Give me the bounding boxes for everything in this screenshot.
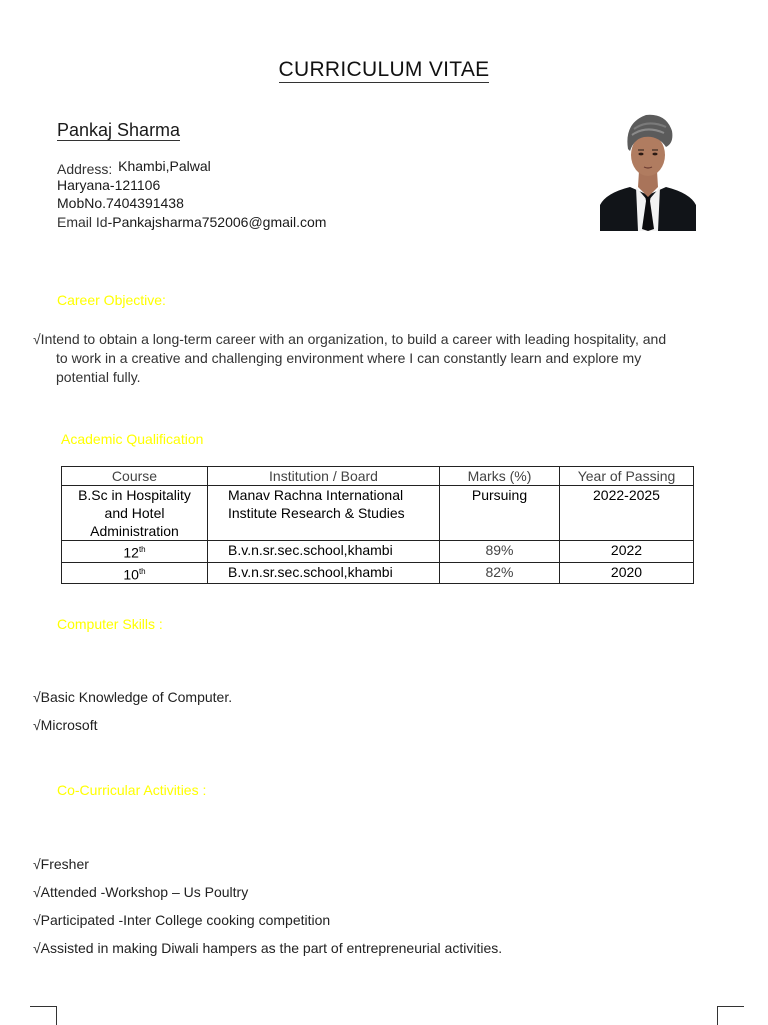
table-header-row [62, 467, 694, 486]
profile-photo [600, 105, 696, 231]
mobile-number: MobNo.7404391438 [57, 195, 184, 211]
table-cell: 2022-2025 [560, 486, 694, 541]
career-text-line-1: √Intend to obtain a long-term career with an organization, to build a career with leading hospitality, and [33, 331, 667, 347]
table-row [62, 541, 694, 563]
table-header: Marks (%) [440, 467, 560, 486]
page-corner-mark-left [30, 1006, 57, 1025]
qualification-table [61, 466, 694, 584]
table-cell: 2022 [560, 541, 694, 563]
co-curricular-heading: Co-Curricular Activities : [57, 782, 207, 798]
document-title: CURRICULUM VITAE [278, 58, 490, 81]
academic-qualification-heading: Academic Qualification [61, 431, 204, 447]
table-cell: 10th [62, 562, 208, 584]
table-cell: Manav Rachna International Institute Research & Studies [208, 486, 440, 541]
career-objective-heading: Career Objective: [57, 292, 166, 308]
table-cell: 2020 [560, 562, 694, 584]
address-line-2: Haryana-121106 [57, 177, 161, 193]
email-label: Email Id [57, 214, 108, 230]
list-item: √Microsoft [33, 717, 98, 733]
email-value: -Pankajsharma752006@gmail.com [107, 214, 327, 230]
list-item: √Participated -Inter College cooking competition [33, 912, 331, 928]
table-header: Institution / Board [208, 467, 440, 486]
career-text-line-3: potential fully. [56, 369, 141, 385]
table-cell: B.Sc in Hospitality and Hotel Administration [62, 486, 208, 541]
list-item: √Fresher [33, 856, 89, 872]
table-cell: 89% [440, 541, 560, 563]
table-cell: 82% [440, 562, 560, 584]
candidate-name: Pankaj Sharma [57, 120, 181, 140]
table-row [62, 562, 694, 584]
table-cell: 12th [62, 541, 208, 563]
table-header: Year of Passing [560, 467, 694, 486]
address-value: Khambi,Palwal [118, 158, 211, 174]
table-header: Course [62, 467, 208, 486]
career-text-line-2: to work in a creative and challenging environment where I can constantly learn and explore my [56, 350, 642, 366]
page-corner-mark-right [717, 1006, 744, 1025]
career-objective-text [33, 330, 733, 387]
table-cell: B.v.n.sr.sec.school,khambi [208, 562, 440, 584]
table-row [62, 486, 694, 541]
table-cell: Pursuing [440, 486, 560, 541]
address-label: Address: [57, 161, 113, 177]
list-item: √Attended -Workshop – Us Poultry [33, 884, 249, 900]
computer-skills-heading: Computer Skills : [57, 616, 163, 632]
list-item: √Basic Knowledge of Computer. [33, 689, 233, 705]
list-item: √Assisted in making Diwali hampers as the part of entrepreneurial activities. [33, 940, 503, 956]
email-line [57, 213, 326, 231]
table-cell: B.v.n.sr.sec.school,khambi [208, 541, 440, 563]
